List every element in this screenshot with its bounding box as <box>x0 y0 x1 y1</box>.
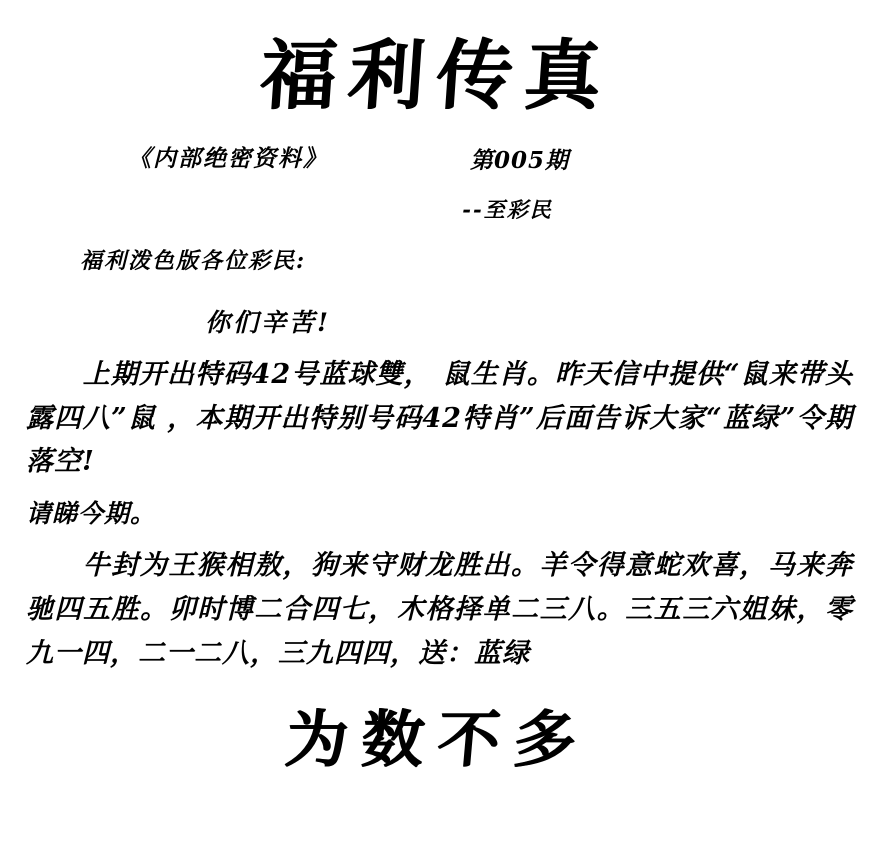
forecast-paragraph: 牛封为王猴相敖，狗来守财龙胜出。羊令得意蛇欢喜，马来奔驰四五胜。卯时博二合四七，木格择单二三八。三五三六姐妹，零九一四，二一二八，三九四四，送：蓝绿 <box>26 550 853 669</box>
page-title: 福利传真 <box>257 31 616 120</box>
subtitle-row <box>0 140 875 176</box>
issue-number: 第005期 <box>470 147 570 174</box>
salutation-line: 福利泼色版各位彩民: <box>80 248 307 274</box>
addressee-line: --至彩民 <box>462 197 553 222</box>
forecast-text <box>0 544 875 675</box>
greeting-line: 你们辛苦! <box>205 308 331 337</box>
footer-slogan: 为数不多 <box>282 703 593 777</box>
confidential-label: 《内部绝密资料》 <box>128 145 328 172</box>
body-text <box>0 353 875 484</box>
request-line: 请睇今期。 <box>26 499 157 529</box>
body-paragraph: 上期开出特码42号蓝球雙， 鼠生肖。昨天信中提供“鼠来带头露四八”鼠 ，本期开出特别号码42特肖”后面告诉大家“蓝绿”令期落空! <box>26 359 853 478</box>
